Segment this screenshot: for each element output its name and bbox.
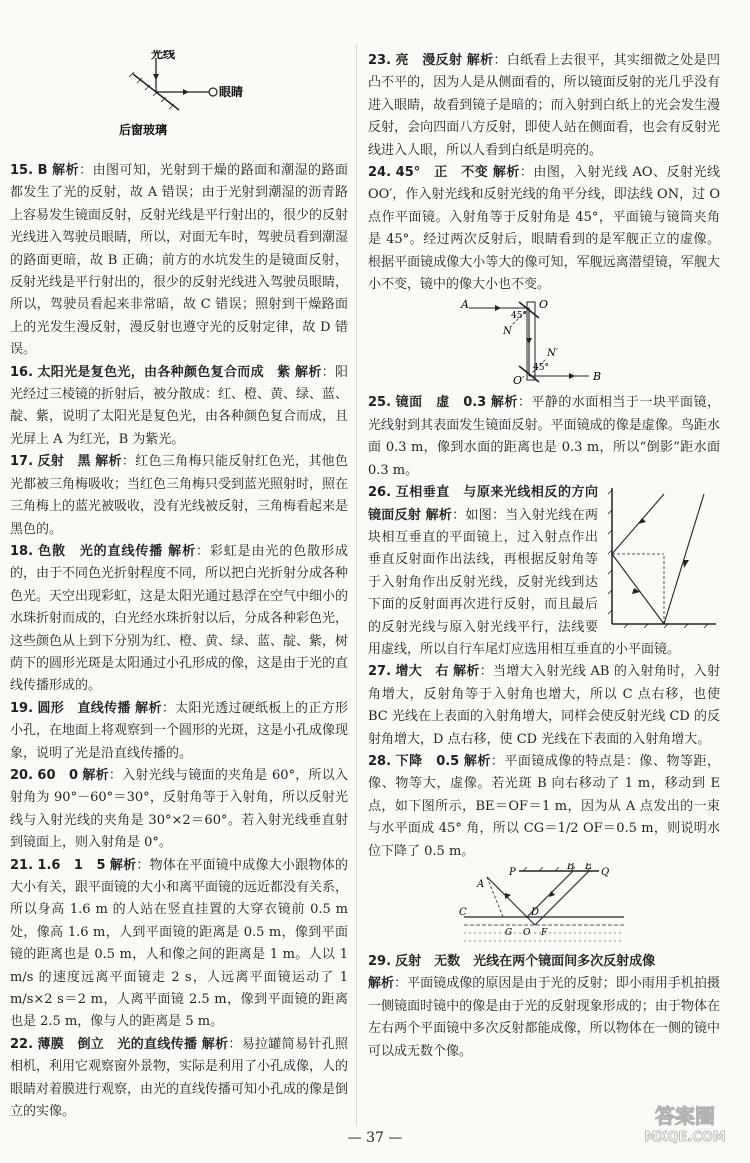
analysis-label: 解析 — [201, 1036, 229, 1052]
answer-item — [10, 765, 348, 855]
eye-marker — [209, 88, 217, 96]
analysis-text: ：平静的水面相当于一块平面镜，光线射到其表面发生镜面反射。平面镜成的像是虚像。鸟距水面 0.3 m，像到水面的距离也是 0.3 m，所以“倒影”距水面 0.3 m。 — [368, 395, 720, 478]
item-answer: 太阳光是复色光，由各种颜色复合而成 紫 — [37, 364, 291, 380]
item-number: 29. — [368, 954, 392, 969]
item-number: 18. — [10, 543, 34, 559]
water-level-figure — [459, 863, 629, 951]
item-answer: 互相垂直 与原来光线相反的方向 镜面反射 — [368, 485, 611, 523]
answer-item — [368, 162, 720, 296]
svg-text:MXQE.COM: MXQE.COM — [644, 1130, 726, 1145]
periscope-figure — [459, 296, 629, 392]
item-number: 24. — [368, 165, 392, 181]
item-answer: 薄膜 倒立 光的直线传播 — [37, 1036, 198, 1052]
analysis-text: ：阳光经过三棱镜的折射后，被分散成：红、橙、黄、绿、蓝、靛、紫，说明了太阳光是复色光，由各种颜色复合而成，且光屏上 A 为红光，B 为紫光。 — [10, 364, 349, 447]
fig28-G: G — [505, 928, 513, 938]
item-answer: 色散 光的直线传播 — [38, 543, 164, 559]
answer-item — [10, 1034, 348, 1124]
analysis-text: ：由图可知，光射到干燥的路面和潮湿的路面都发生了光的反射，故 A 错误；由于光射到潮湿的沥青路上容易发生镜面反射，反射光线是平行射出的，很少的反射光线进入驾驶员眼睛，所以，对面无车时，驾驶员看到潮湿的路面更暗，故 B 正确；前方的水坑发生的是镜面反射，反射光线是平行射出的，很少的反射光线进入驾驶员眼睛，所以，驾驶员看起来非常暗，故 C 错误；照射到干燥路面上的光发生漫反射，漫反射也遵守光的反射定律，故 D 错误。 — [10, 163, 349, 358]
fig24-N: N — [503, 326, 512, 338]
answer-item — [10, 541, 348, 698]
fig-eye-label: 眼睛 — [219, 85, 244, 99]
fig28-F: F — [541, 928, 548, 938]
item-number: 20. — [10, 767, 34, 783]
fig28-B: B — [567, 863, 575, 872]
analysis-label: 解析 — [463, 753, 491, 769]
fig24-Oprime: O′ — [513, 374, 525, 388]
analysis-text: ：入射光线与镜面的夹角是 60°，所以入射角为 90°－60°＝30°，反射角等于入射角，所以反射光线与入射光线的夹角是 30°×2＝60°。若入射光线垂直射到镜面上，则入射角是 0°。 — [10, 767, 348, 851]
item-number: 23. — [368, 53, 392, 68]
left-column — [10, 50, 348, 1123]
water-level-diagram — [459, 863, 629, 951]
item-answer: 反射 黑 — [37, 454, 91, 470]
analysis-label: 解析 — [168, 543, 196, 559]
answer-item — [10, 160, 348, 362]
analysis-label: 解析 — [425, 507, 453, 523]
answer-item — [368, 751, 720, 863]
analysis-text: ：如图：当入射光线在两块相互垂直的平面镜上，过入射点作出垂直反射面作出法线，再根据反射角等于入射角作出反射光线，反射光线到达下面的反射面再次进行反射，而且最后的反射光线与原入射光线平行，法线要用虚线，所以自行车尾灯应选用相互垂直的小平面镜。 — [368, 507, 681, 657]
answer-item — [10, 451, 348, 541]
fig24-B: B — [593, 370, 602, 384]
item-answer: 亮 漫反射 — [395, 53, 463, 68]
analysis-label: 解析 — [95, 454, 122, 470]
answer-item — [368, 951, 720, 1063]
fig28-C: C — [459, 907, 467, 918]
item-answer: 反射 无数 光线在两个镜面间多次反射成像 — [395, 954, 656, 969]
item-answer: 圆形 直线传播 — [37, 700, 131, 716]
analysis-text: ：平面镜成像的特点是：像、物等距，像、物等大，虚像。若光斑 B 向右移动了 1 m，移动到 E 点，如下图所示，BE＝OF＝1 m，因为从 A 点发出的一束与水平面成 45° 角，所以 CG＝1/2 OF＝0.5 m，则说明水位下降了 0.5 m。 — [368, 753, 720, 859]
answer-item — [368, 661, 720, 751]
fig24-O: O — [539, 298, 549, 312]
analysis-text: ：由图，入射光线 AO、反射光线 OO′，作入射光线和反射光线的角平分线，即法线 ON，过 O 点作平面镜。入射角等于反射角是 45°，平面镜与镜筒夹角是 45°。经过两次反射后，眼睛看到的是军舰正立的虚像。根据平面镜成像大小等大的像可知，军舰远离潜望镜，军舰大小不变，镜中的像大小也不变。 — [368, 165, 721, 293]
analysis-text: ：太阳光透过硬纸板上的正方形小孔，在地面上将观察到一个圆形的光斑，这是小孔成像现象，说明了光是沿直线传播的。 — [10, 700, 349, 761]
page-number: — 37 — — [347, 1130, 403, 1146]
answer-item — [368, 482, 720, 661]
item-answer: 增大 右 — [395, 664, 449, 680]
item-answer: 镜面 虚 0.3 — [395, 395, 487, 411]
analysis-label: 解析 — [490, 395, 518, 411]
analysis-label: 解析 — [453, 664, 480, 680]
analysis-label: 解析 — [295, 364, 322, 380]
item-number: 26. — [368, 485, 392, 501]
analysis-label: 解析 — [82, 767, 109, 783]
item-number: 21. — [10, 857, 34, 873]
answer-item — [368, 50, 720, 162]
fig28-Q: Q — [601, 867, 610, 878]
fig28-A: A — [477, 879, 485, 890]
fig28-D: D — [531, 907, 540, 918]
analysis-label: 解析 — [368, 976, 395, 992]
item-number: 17. — [10, 454, 34, 470]
item-number: 28. — [368, 753, 392, 769]
fig24-A: A — [461, 298, 469, 312]
item-answer: 45° 正 不变 — [395, 165, 489, 181]
fig-glass-label: 后窗玻璃 — [119, 123, 168, 137]
analysis-text: ：白纸看上去很平，其实细微之处是凹凸不平的，因为人是从侧面看的，所以镜面反射的光几乎没有进入眼睛，故看到镜子是暗的；而入射到白纸上的光会发生漫反射，会向四面八方反射，即使人站在侧面看，也会有反射光线进入人眼，所以人看到白纸是明亮的。 — [368, 53, 720, 158]
analysis-label: 解析 — [466, 53, 494, 68]
analysis-text: ：彩虹是由光的色散形成的，由于不同色光折射程度不同，所以把白光折射分成各种色光。天空出现彩虹，这是太阳光通过悬浮在空气中细小的水珠折射而成的，白光经水珠折射以后，分成各种彩色光，这些颜色从上到下分别为红、橙、黄、绿、蓝、靛、紫，树荫下的圆形光斑是太阳通过小孔形成的像，这是由于光的直线传播形成的。 — [10, 543, 349, 694]
analysis-label: 解析 — [135, 700, 162, 716]
analysis-label: 解析 — [109, 857, 137, 873]
analysis-text: ：平面镜成像的原因是由于光的反射；即小雨用手机拍摄一侧镜面时镜中的像是由于光的反射现象形成的；由于物体在左右两个平面镜中多次反射都能成像，所以物体在一侧的镜中可以成无数个像。 — [368, 976, 720, 1059]
item-answer: 下降 0.5 — [395, 753, 460, 769]
item-number: 15. — [10, 163, 34, 178]
answer-item — [368, 392, 720, 482]
column-divider — [356, 44, 357, 1126]
analysis-text: ：物体在平面镜中成像大小跟物体的大小有关，跟平面镜的大小和离平面镜的远近都没有关系，所以身高 1.6 m 的人站在竖直挂置的大穿衣镜前 0.5 m 处，像高 1.6 m，人到平面镜的距离是 0.5 m，像到平面镜的距离也是 0.5 m，人和像之间的距离是 1 m。人以 1 m/s 的速度远离平面镜走 2 s，人远离平面镜运动了 1 m/s×2 s＝2 m，人离平面镜 2.5 m，像到平面镜的距离也是 2.5 m，像与人的距离是 5 m。 — [10, 857, 349, 1030]
rear-window-diagram — [109, 50, 249, 160]
fig-light-label: 光线 — [151, 50, 176, 61]
analysis-label: 解析 — [492, 165, 520, 181]
answer-item — [10, 362, 348, 452]
right-column — [368, 50, 720, 1063]
watermark-logo — [630, 1099, 740, 1145]
fig24-Nprime: N′ — [547, 348, 559, 360]
rear-window-figure — [109, 50, 249, 160]
item-number: 16. — [10, 364, 34, 380]
analysis-text: ：红色三角梅只能反射红色光，其他色光都被三角梅吸收；当红色三角梅只受到蓝光照射时，照在三角梅上的蓝光被吸收，没有光线被反射，三角梅看起来是黑色的。 — [10, 454, 349, 537]
item-number: 25. — [368, 395, 392, 411]
fig28-O: O — [523, 928, 531, 938]
item-answer: 60 0 — [37, 767, 79, 783]
fig28-E: E — [585, 863, 593, 872]
page-number-value: 37 — [366, 1130, 384, 1146]
fig24-angle-top: 45° — [511, 311, 527, 322]
item-answer: B — [37, 163, 48, 178]
item-answer: 1.6 1 5 — [37, 857, 106, 873]
analysis-text: ：易拉罐简易针孔照相机，利用它观察窗外景物，实际是利用了小孔成像，人的眼睛对着膜进行观察，由光的直线传播可知小孔成的像是倒立的实像。 — [10, 1036, 349, 1120]
answer-item — [10, 698, 348, 765]
item-number: 22. — [10, 1036, 34, 1052]
analysis-text: ：当增大入射光线 AB 的入射角时，入射角增大，反射角等于入射角也增大，所以 C 点右移，也使 BC 光线在上表面的入射角增大，同样会使反射光线 CD 的反射角增大，D 点右移，使 CD 光线在下表面的入射角增大。 — [368, 664, 720, 747]
analysis-label: 解析 — [52, 163, 80, 178]
svg-text:答案圈: 答案圈 — [655, 1104, 715, 1128]
item-number: 27. — [368, 664, 392, 680]
answer-item — [10, 855, 348, 1034]
fig28-P: P — [509, 867, 516, 878]
item-number: 19. — [10, 700, 34, 716]
corner-reflector-diagram — [604, 484, 720, 634]
fig24-angle-bottom: 45° — [533, 363, 549, 374]
periscope-diagram — [459, 296, 629, 392]
